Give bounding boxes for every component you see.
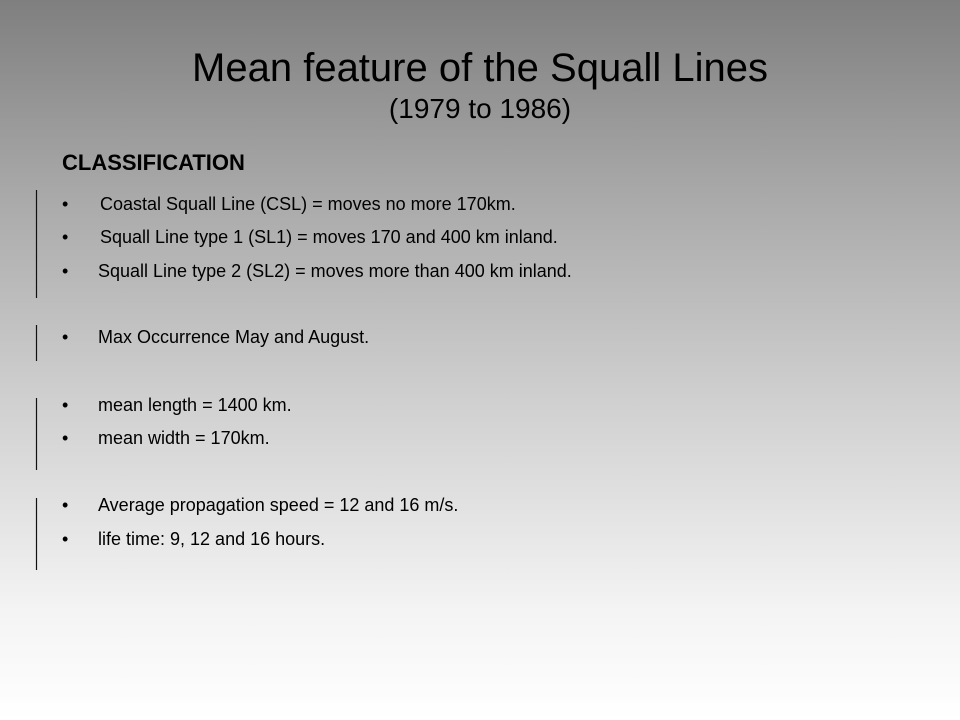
- margin-bracket-line: [35, 498, 38, 570]
- margin-bracket-line: [35, 398, 38, 470]
- list-item-text: Average propagation speed = 12 and 16 m/s.: [98, 495, 459, 515]
- list-item-text: Squall Line type 1 (SL1) = moves 170 and 400 km inland.: [100, 227, 558, 247]
- page-title: Mean feature of the Squall Lines: [192, 46, 768, 90]
- list-item-text: mean width = 170km.: [98, 428, 270, 448]
- list-item-text: mean length = 1400 km.: [98, 395, 292, 415]
- classification-heading: CLASSIFICATION: [62, 150, 245, 175]
- bullet-dot: •: [62, 495, 69, 515]
- bullet-dot: •: [62, 227, 69, 247]
- page-subtitle: (1979 to 1986): [388, 93, 572, 124]
- bullet-dot: •: [62, 529, 69, 549]
- list-item-text: life time: 9, 12 and 16 hours.: [98, 529, 326, 549]
- bullet-dot: •: [62, 395, 69, 415]
- slide-title: [0, 44, 960, 126]
- margin-bracket-line: [35, 325, 38, 361]
- list-item-text: Max Occurrence May and August.: [98, 327, 370, 347]
- margin-bracket-line: [35, 190, 38, 298]
- bullet-dot: •: [62, 261, 69, 281]
- bullet-dot: •: [62, 327, 69, 347]
- list-item-text: Coastal Squall Line (CSL) = moves no more 170km.: [100, 194, 516, 214]
- list-item-text: Squall Line type 2 (SL2) = moves more than 400 km inland.: [98, 261, 572, 281]
- bullet-dot: •: [62, 428, 69, 448]
- bullet-dot: •: [62, 194, 69, 214]
